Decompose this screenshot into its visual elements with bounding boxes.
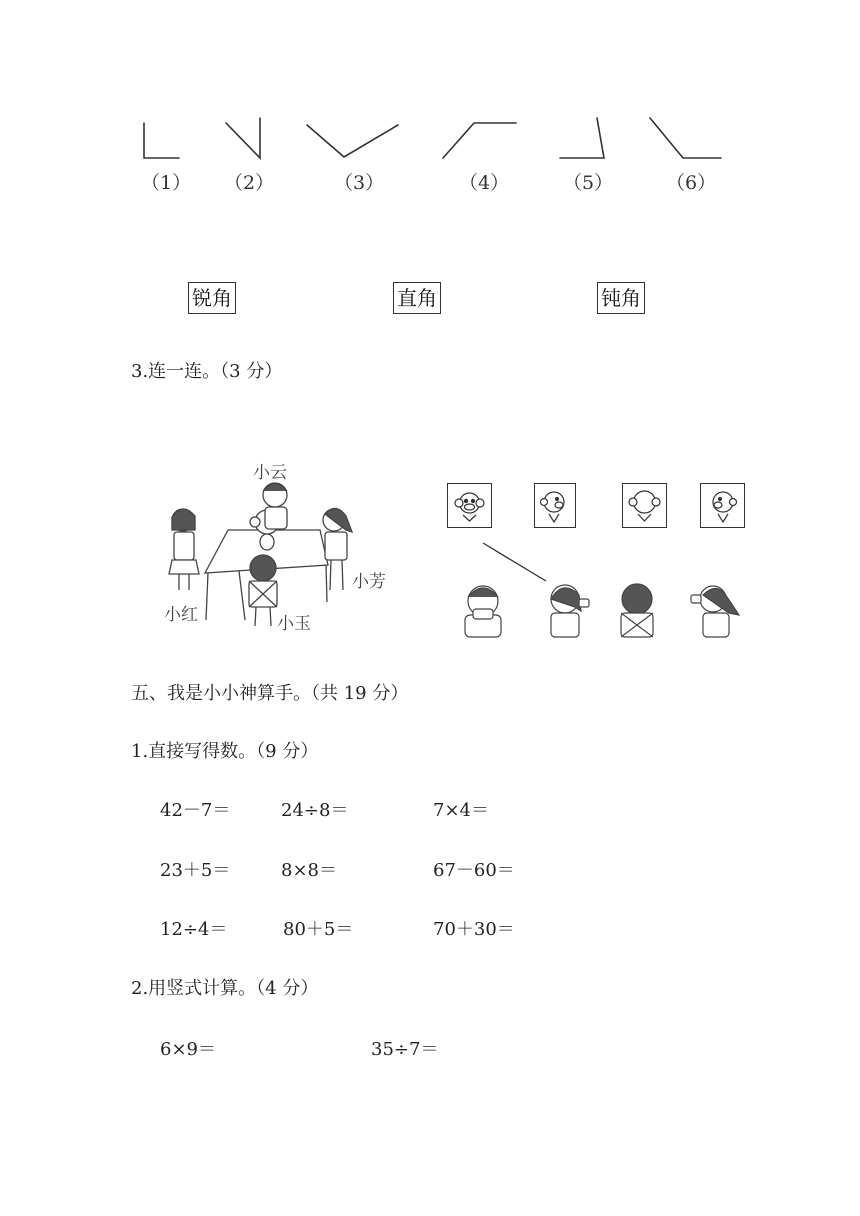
obtuse-angle-box[interactable]: 钝角 <box>597 282 645 314</box>
angle-6 <box>650 118 721 158</box>
name-xiaofang: 小芳 <box>352 572 386 592</box>
q1-title: 1.直接写得数。（9 分） <box>131 741 319 762</box>
angle-1 <box>144 123 179 158</box>
monkey-side-right-icon <box>701 484 744 527</box>
name-xiaoyu: 小玉 <box>277 614 311 634</box>
q1-expr-1-2: 24÷8＝ <box>281 800 349 821</box>
monkey-side-left-icon <box>535 484 575 527</box>
q1-expr-3-1: 12÷4＝ <box>160 919 228 940</box>
acute-angle-box[interactable]: 锐角 <box>188 282 236 314</box>
angle-3 <box>307 125 398 157</box>
q2-expr-2: 35÷7＝ <box>371 1039 439 1060</box>
q1-expr-1-3: 7×4＝ <box>433 800 489 821</box>
monkey-view-back[interactable] <box>622 483 667 528</box>
angle-5 <box>560 118 604 158</box>
right-angle-box[interactable]: 直角 <box>393 282 441 314</box>
angle-label-6: （6） <box>666 172 717 194</box>
monkey-view-front[interactable] <box>447 483 492 528</box>
angle-label-3: （3） <box>334 172 385 194</box>
q2-expr-1: 6×9＝ <box>160 1039 216 1060</box>
angle-4 <box>443 123 516 158</box>
children-figures <box>455 575 745 645</box>
name-xiaoyun: 小云 <box>253 463 287 483</box>
section5-title: 五、我是小小神算手。（共 19 分） <box>131 683 409 704</box>
angle-2 <box>226 118 260 158</box>
q1-expr-2-2: 8×8＝ <box>281 860 337 881</box>
angle-figures <box>0 0 860 200</box>
monkey-view-side-left[interactable] <box>534 483 576 528</box>
monkey-view-side-right[interactable] <box>700 483 745 528</box>
q3-title: 3.连一连。（3 分） <box>131 361 283 382</box>
angle-label-5: （5） <box>563 172 614 194</box>
angle-label-4: （4） <box>459 172 510 194</box>
angle-label-1: （1） <box>141 172 192 194</box>
q1-expr-3-2: 80＋5＝ <box>283 919 354 940</box>
monkey-back-icon <box>623 484 666 527</box>
q2-title: 2.用竖式计算。（4 分） <box>131 978 319 999</box>
q1-expr-2-1: 23＋5＝ <box>160 860 231 881</box>
q1-expr-3-3: 70＋30＝ <box>433 919 515 940</box>
name-xiaohong: 小红 <box>164 605 198 625</box>
angle-label-2: （2） <box>224 172 275 194</box>
monkey-front-icon <box>448 484 491 527</box>
q1-expr-1-1: 42－7＝ <box>160 800 231 821</box>
q1-expr-2-3: 67－60＝ <box>433 860 515 881</box>
